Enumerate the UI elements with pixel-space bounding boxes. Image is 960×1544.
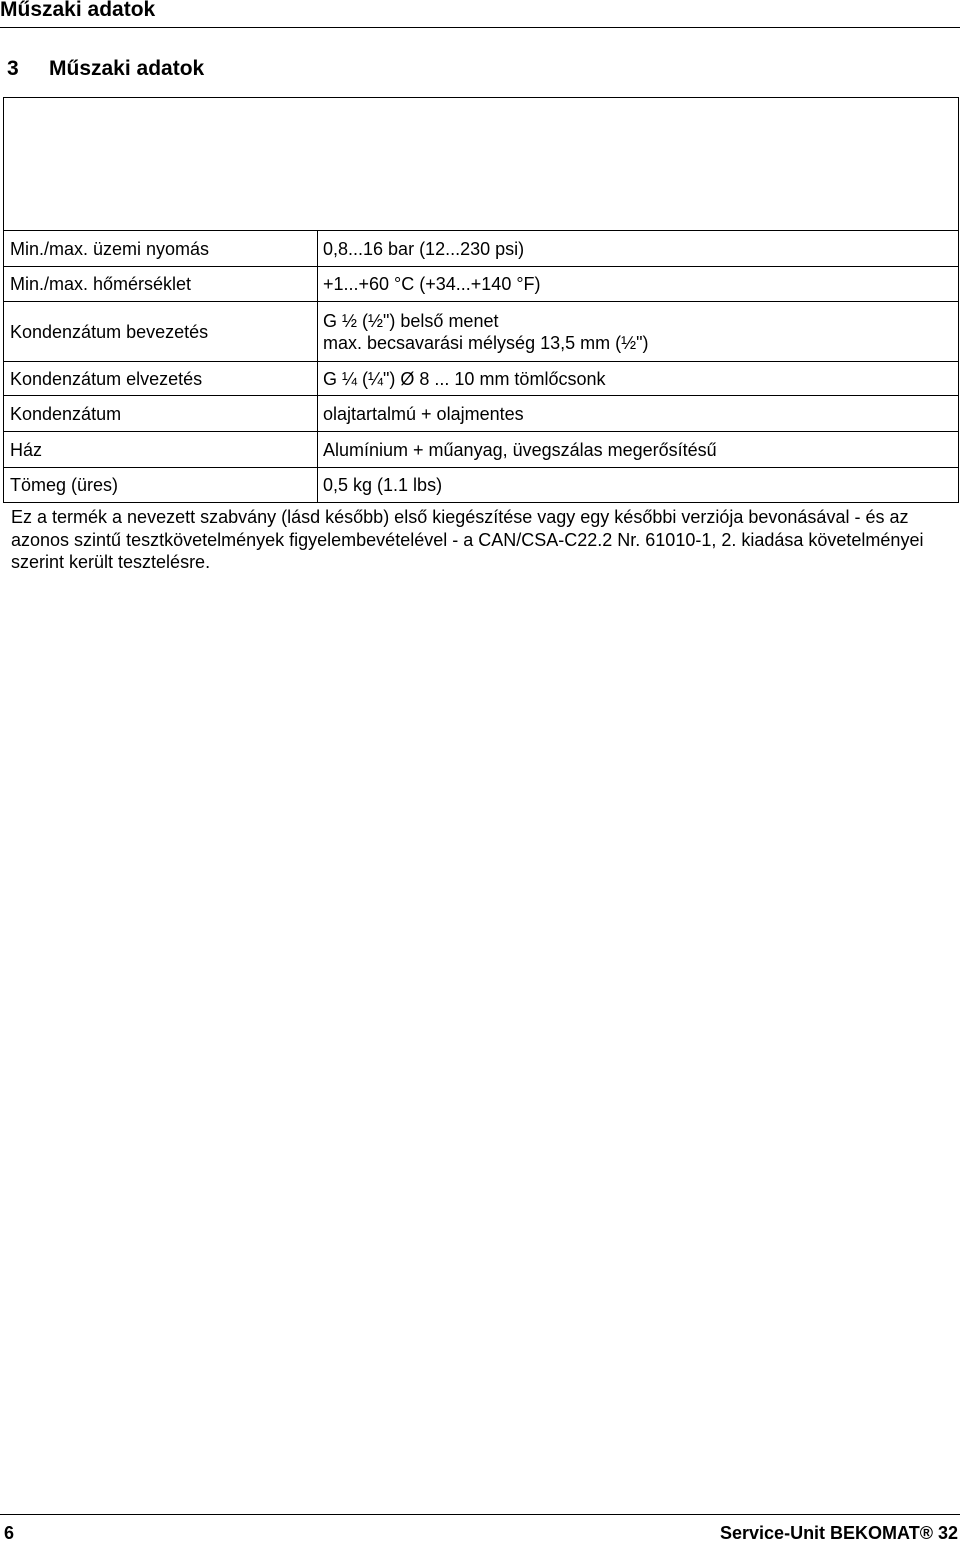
document-name: Service-Unit BEKOMAT® 32 [720,1523,958,1543]
row-value [318,302,959,362]
table-row [4,468,959,503]
section-heading [7,56,204,82]
page-number: 6 [4,1523,15,1543]
row-value: G ¼ (¼") Ø 8 ... 10 mm tömlőcsonk [318,362,959,396]
row-label: Kondenzátum elvezetés [4,362,318,396]
table-row [4,267,959,302]
table-row [4,396,959,432]
row-label: Tömeg (üres) [4,468,318,503]
row-value: Alumínium + műanyag, üvegszálas megerősítésű [318,432,959,468]
row-value-line: G ½ (½") belső menet [323,310,499,331]
technical-data-table [3,97,959,503]
running-title: Műszaki adatok [0,0,156,21]
product-image-area [4,98,959,231]
section-number: 3 [7,57,19,80]
header-rule [0,27,960,28]
table-row [4,231,959,267]
row-label: Min./max. üzemi nyomás [4,231,318,267]
image-row [4,98,959,231]
row-label: Ház [4,432,318,468]
table-row [4,302,959,362]
row-label: Kondenzátum bevezetés [4,302,318,362]
table-row [4,432,959,468]
row-value: 0,8...16 bar (12...230 psi) [318,231,959,267]
row-label: Kondenzátum [4,396,318,432]
section-title: Műszaki adatok [49,57,205,80]
table-row [4,362,959,396]
certification-note: Ez a termék a nevezett szabvány (lásd később) első kiegészítése vagy egy későbbi verziója bevonásával - és az azonos szintű tesztkövetelmények figyelembevételével - a CAN/CSA-C22.2 Nr. 61010-1, 2. kiadása követelményei szerint került tesztelésre. [11,507,924,572]
row-value: 0,5 kg (1.1 lbs) [318,468,959,503]
row-value-line: max. becsavarási mélység 13,5 mm (½") [323,332,649,353]
row-label: Min./max. hőmérséklet [4,267,318,302]
row-value: +1...+60 °C (+34...+140 °F) [318,267,959,302]
footer-rule [0,1514,960,1515]
row-value: olajtartalmú + olajmentes [318,396,959,432]
